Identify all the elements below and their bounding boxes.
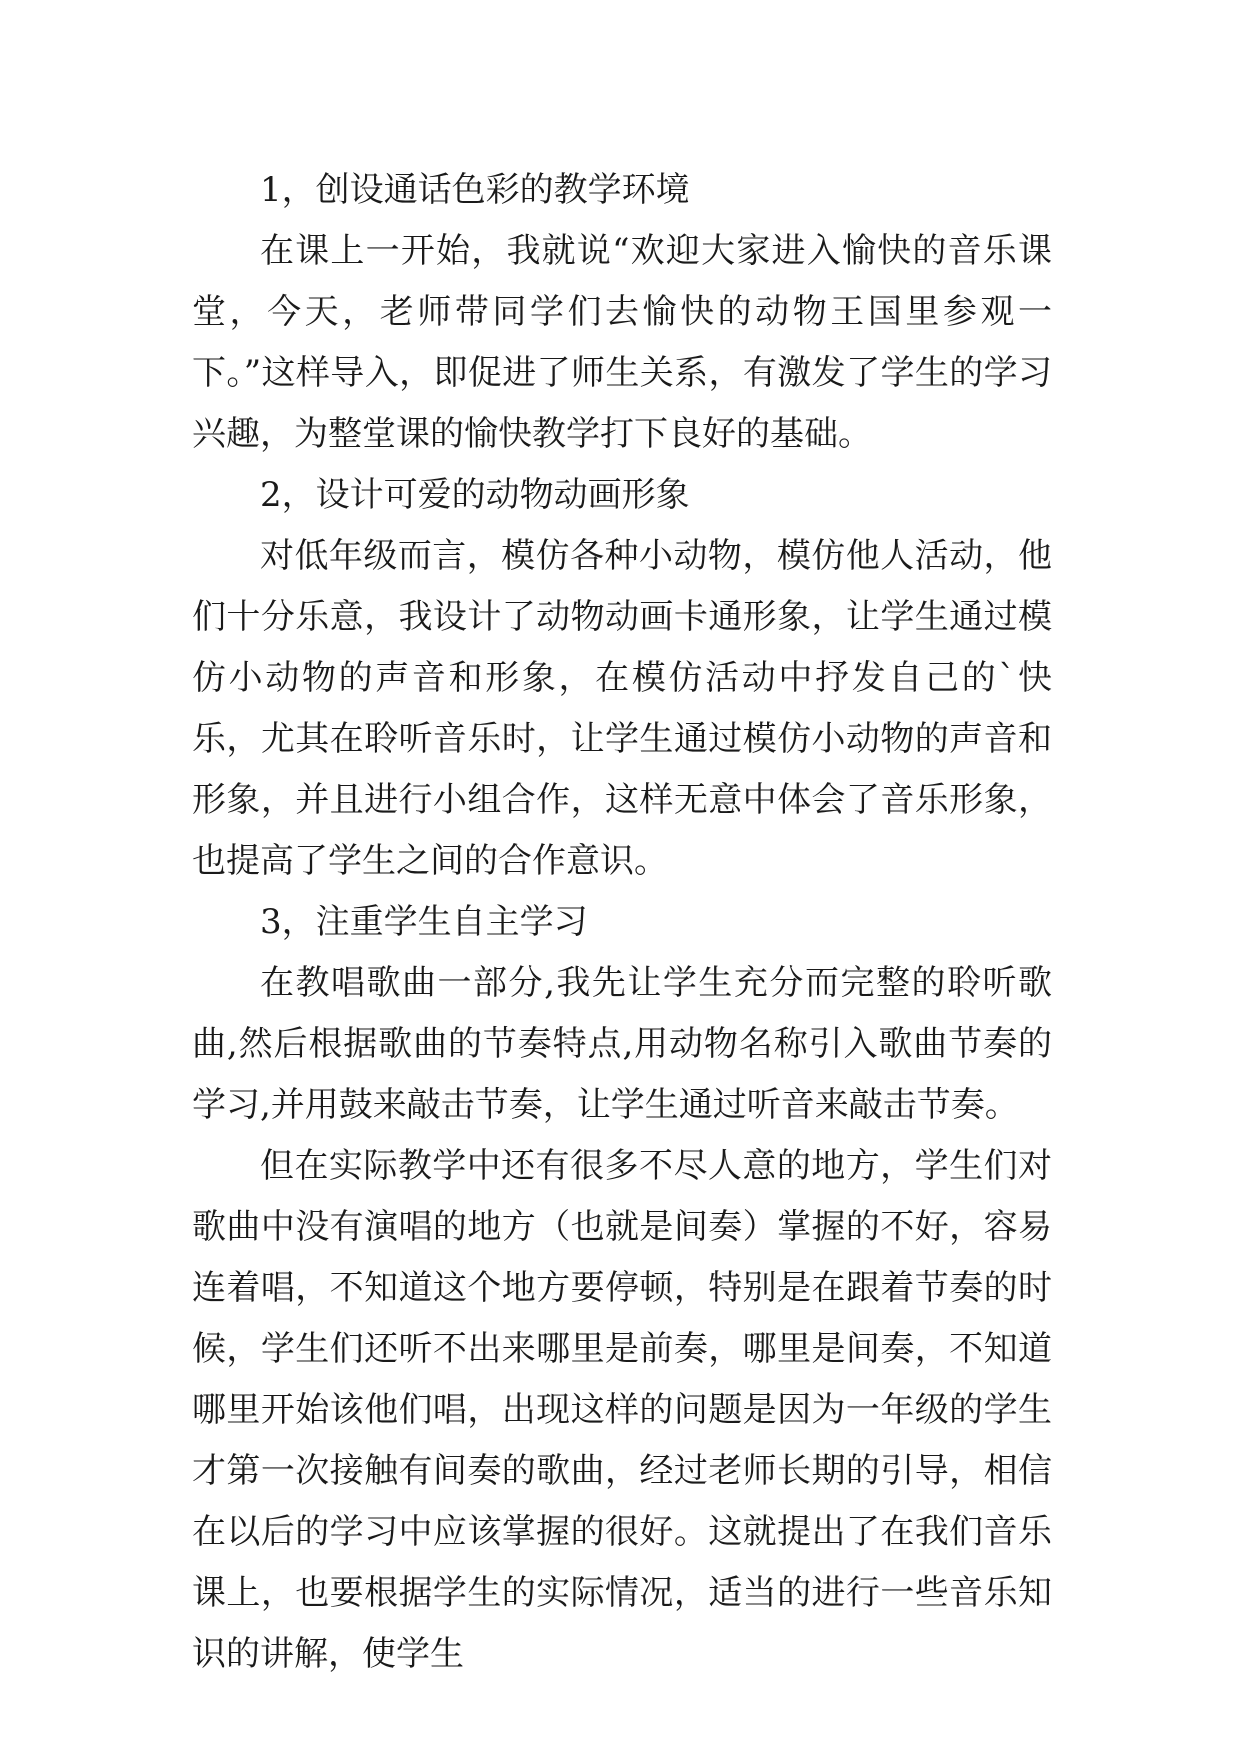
heading-1: 1，创设通话色彩的教学环境: [260, 170, 690, 210]
paragraph-2: 对低年级而言，模仿各种小动物，模仿他人活动，他们十分乐意，我设计了动物动画卡通形象，让学生通过模仿小动物的声音和形象，在模仿活动中抒发自己的`快乐，尤其在聆听音乐时，让学生通过模仿小动物的声音和形象，并且进行小组合作，这样无意中体会了音乐形象，也提高了学生之间的合作意识。: [192, 536, 1052, 881]
heading-3: 3，注重学生自主学习: [260, 902, 588, 942]
paragraph-4: 但在实际教学中还有很多不尽人意的地方，学生们对歌曲中没有演唱的地方（也就是间奏）掌握的不好，容易连着唱，不知道这个地方要停顿，特别是在跟着节奏的时候，学生们还听不出来哪里是前奏，哪里是间奏，不知道哪里开始该他们唱，出现这样的问题是因为一年级的学生才第一次接触有间奏的歌曲，经过老师长期的引导，相信在以后的学习中应该掌握的很好。这就提出了在我们音乐课上，也要根据学生的实际情况，适当的进行一些音乐知识的讲解，使学生: [192, 1146, 1052, 1674]
heading-2: 2，设计可爱的动物动画形象: [260, 475, 690, 515]
paragraph-3: 在教唱歌曲一部分,我先让学生充分而完整的聆听歌曲,然后根据歌曲的节奏特点,用动物名称引入歌曲节奏的学习,并用鼓来敲击节奏，让学生通过听音来敲击节奏。: [192, 963, 1052, 1125]
document-body: [192, 160, 1052, 1685]
paragraph-1: 在课上一开始，我就说“欢迎大家进入愉快的音乐课堂，今天，老师带同学们去愉快的动物王国里参观一下。”这样导入，即促进了师生关系，有激发了学生的学习兴趣，为整堂课的愉快教学打下良好的基础。: [192, 231, 1052, 454]
